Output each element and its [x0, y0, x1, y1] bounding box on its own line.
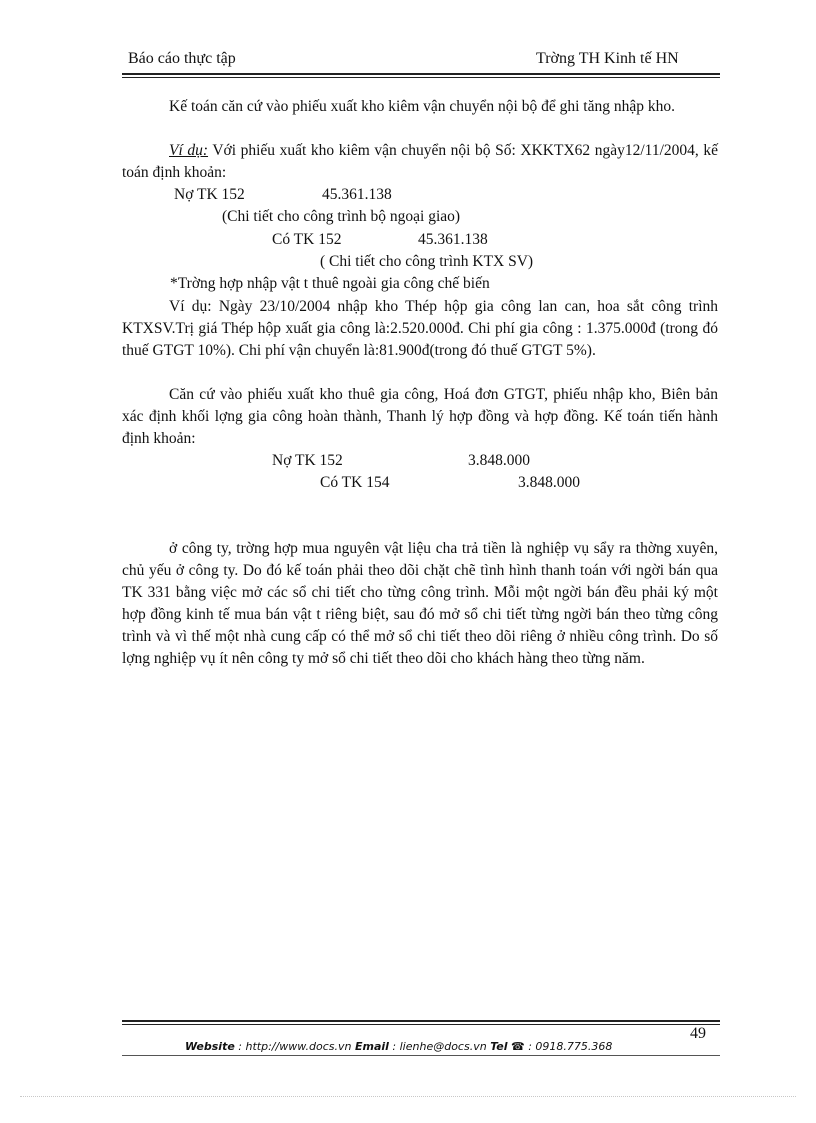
debit-amount-2: 3.848.000: [468, 452, 530, 469]
footer-rule: [122, 1020, 720, 1022]
website-url[interactable]: : http://www.docs.vn: [234, 1040, 355, 1053]
footer-contact: [185, 1040, 612, 1053]
phone-icon: ☎: [511, 1040, 525, 1053]
website-label: Website: [185, 1040, 235, 1053]
debit-note-1: (Chi tiết cho công trình bộ ngoại giao): [222, 208, 461, 225]
case-title: *Trờng hợp nhập vật t thuê ngoài gia công chế biến: [170, 275, 490, 292]
paragraph-intro: Kế toán căn cứ vào phiếu xuất kho kiêm vận chuyển nội bộ để ghi tăng nhập kho.: [169, 98, 675, 115]
header-rule-thin: [122, 77, 720, 78]
page-number: 49: [690, 1025, 706, 1042]
footer-underline: [122, 1055, 720, 1056]
debit-account-2: Nợ TK 152: [272, 452, 343, 469]
footer-rule-thin: [122, 1024, 720, 1025]
debit-account-1: Nợ TK 152: [174, 186, 245, 203]
tel-number: : 0918.775.368: [524, 1040, 613, 1053]
tel-label: Tel: [490, 1040, 508, 1053]
page-bottom-border: [20, 1096, 796, 1097]
example-text: Với phiếu xuất kho kiêm vận chuyển nội bộ Số: XKKTX62 ngày12/11/2004, kế toán định khoản:: [122, 142, 718, 181]
header-right: Trờng TH Kinh tế HN: [536, 50, 679, 67]
example-2: Ví dụ: Ngày 23/10/2004 nhập kho Thép hộp gia công lan can, hoa sắt công trình KTXSV.Trị giá Thép hộp xuất gia công là:2.520.000đ. Chi phí gia công : 1.375.000đ (trong đó thuế GTGT 10%). Chi phí vận chuyển là:81.900đ(trong đó thuế GTGT 5%).: [122, 298, 718, 359]
debit-amount-1: 45.361.138: [322, 186, 392, 203]
header-left: Báo cáo thực tập: [128, 50, 236, 67]
header-rule: [122, 73, 720, 75]
example-label: Ví dụ:: [169, 142, 209, 159]
credit-account-1: Có TK 152: [272, 231, 342, 248]
paragraph-payables: ở công ty, trờng hợp mua nguyên vật liệu cha trả tiền là nghiệp vụ sẩy ra thờng xuyên, chủ yếu ở công ty. Do đó kế toán phải theo dõi chặt chẽ tình hình thanh toán với ngời bán qua TK 331 bằng việc mở các sổ chi tiết cho từng công trình. Mỗi một ngời bán đều phải ký một hợp đồng kinh tế mua bán vật t riêng biệt, sau đó mở sổ chi tiết từng ngời bán theo từng công trình và vì thế một nhà cung cấp có thể mở sổ chi tiết theo dõi riêng ở nhiều công trình. Do số lợng nghiệp vụ ít nên công ty mở sổ chi tiết theo dõi cho khách hàng theo từng năm.: [122, 540, 718, 667]
example-1: [122, 140, 718, 184]
paragraph-basis: Căn cứ vào phiếu xuất kho thuê gia công, Hoá đơn GTGT, phiếu nhập kho, Biên bản xác định khối lợng gia công hoàn thành, Thanh lý hợp đồng và hợp đồng. Kế toán tiến hành định khoản:: [122, 386, 718, 447]
credit-note-1: ( Chi tiết cho công trình KTX SV): [320, 253, 534, 270]
credit-account-2: Có TK 154: [320, 474, 390, 491]
email-address[interactable]: : lienhe@docs.vn: [388, 1040, 491, 1053]
email-label: Email: [354, 1040, 389, 1053]
credit-amount-2: 3.848.000: [518, 474, 580, 491]
credit-amount-1: 45.361.138: [418, 231, 488, 248]
